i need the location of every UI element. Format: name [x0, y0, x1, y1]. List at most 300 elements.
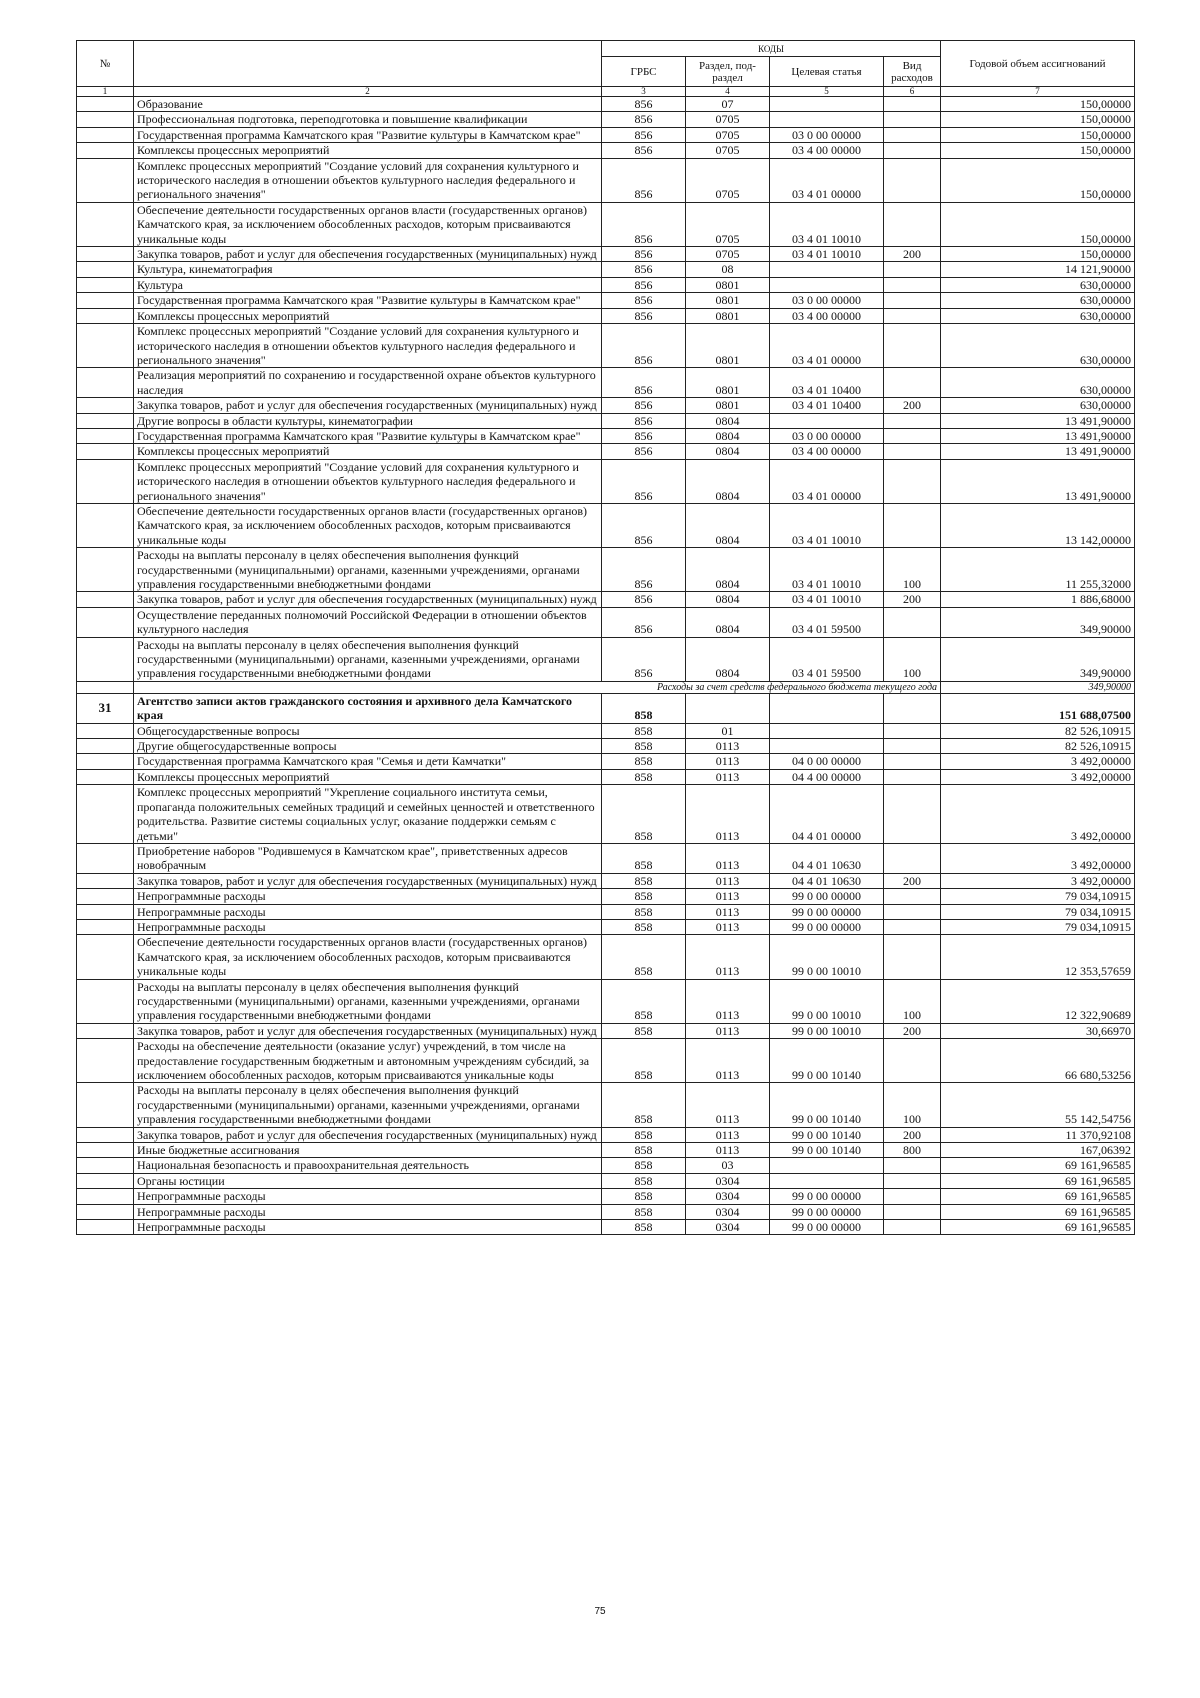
row-target [770, 277, 884, 292]
row-exptype [884, 1220, 941, 1235]
row-section: 0705 [686, 202, 770, 246]
row-exptype: 100 [884, 979, 941, 1023]
row-num [77, 1083, 134, 1127]
row-num [77, 935, 134, 979]
row-grbs: 856 [602, 444, 686, 459]
row-num [77, 843, 134, 873]
row-num [77, 293, 134, 308]
table-row [77, 723, 1135, 738]
row-section: 0804 [686, 548, 770, 592]
header-annual: Годовой объем ассигнований [941, 41, 1135, 87]
row-section: 0804 [686, 637, 770, 681]
row-exptype [884, 262, 941, 277]
row-amount: 349,90000 [941, 681, 1135, 693]
row-num [77, 1127, 134, 1142]
row-num [77, 277, 134, 292]
row-num [77, 398, 134, 413]
row-num [77, 1023, 134, 1038]
row-amount: 82 526,10915 [941, 739, 1135, 754]
row-section: 0705 [686, 127, 770, 142]
row-amount: 630,00000 [941, 368, 1135, 398]
row-num [77, 889, 134, 904]
row-exptype [884, 693, 941, 723]
row-target: 99 0 00 00000 [770, 889, 884, 904]
row-section: 0113 [686, 889, 770, 904]
colnum-4: 4 [686, 87, 770, 97]
table-row [77, 843, 1135, 873]
row-target: 99 0 00 10140 [770, 1143, 884, 1158]
table-row [77, 308, 1135, 323]
row-exptype [884, 143, 941, 158]
row-section: 0705 [686, 143, 770, 158]
row-grbs: 856 [602, 548, 686, 592]
table-row [77, 398, 1135, 413]
row-amount: 11 370,92108 [941, 1127, 1135, 1142]
row-section: 03 [686, 1158, 770, 1173]
table-row [77, 607, 1135, 637]
row-grbs: 858 [602, 1127, 686, 1142]
row-num [77, 681, 134, 693]
row-amount: 30,66970 [941, 1023, 1135, 1038]
row-amount: 13 491,90000 [941, 413, 1135, 428]
table-row [77, 1023, 1135, 1038]
table-row [77, 1173, 1135, 1188]
row-amount: 150,00000 [941, 112, 1135, 127]
row-name: Расходы за счет средств федерального бюджета текущего года [134, 681, 941, 693]
row-num [77, 1220, 134, 1235]
row-section: 0113 [686, 843, 770, 873]
row-amount: 13 491,90000 [941, 459, 1135, 503]
table-row [77, 904, 1135, 919]
table-row [77, 1039, 1135, 1083]
row-num [77, 308, 134, 323]
row-target [770, 413, 884, 428]
row-section: 07 [686, 97, 770, 112]
row-grbs: 856 [602, 158, 686, 202]
row-grbs: 858 [602, 873, 686, 888]
table-row [77, 739, 1135, 754]
row-grbs: 858 [602, 1204, 686, 1219]
row-exptype [884, 308, 941, 323]
row-name: Комплексы процессных мероприятий [134, 444, 602, 459]
row-section: 0113 [686, 1083, 770, 1127]
row-exptype [884, 97, 941, 112]
row-amount: 79 034,10915 [941, 904, 1135, 919]
row-section: 0304 [686, 1204, 770, 1219]
row-name: Закупка товаров, работ и услуг для обеспечения государственных (муниципальных) нужд [134, 873, 602, 888]
row-section: 0804 [686, 503, 770, 547]
row-section: 0304 [686, 1173, 770, 1188]
row-grbs: 858 [602, 919, 686, 934]
row-grbs: 858 [602, 723, 686, 738]
row-num [77, 324, 134, 368]
row-num [77, 637, 134, 681]
row-name: Другие общегосударственные вопросы [134, 739, 602, 754]
table-row [77, 1204, 1135, 1219]
row-num [77, 769, 134, 784]
row-exptype [884, 503, 941, 547]
row-target: 99 0 00 00000 [770, 919, 884, 934]
row-exptype [884, 158, 941, 202]
row-num [77, 368, 134, 398]
row-name: Закупка товаров, работ и услуг для обеспечения государственных (муниципальных) нужд [134, 1023, 602, 1038]
header-section: Раздел, под-раздел [686, 57, 770, 87]
row-name: Закупка товаров, работ и услуг для обеспечения государственных (муниципальных) нужд [134, 592, 602, 607]
colnum-6: 6 [884, 87, 941, 97]
row-grbs: 858 [602, 1158, 686, 1173]
row-exptype: 200 [884, 398, 941, 413]
row-grbs: 856 [602, 637, 686, 681]
row-exptype: 200 [884, 247, 941, 262]
row-grbs: 856 [602, 324, 686, 368]
row-section: 0801 [686, 277, 770, 292]
row-target [770, 693, 884, 723]
row-amount: 3 492,00000 [941, 785, 1135, 844]
colnum-5: 5 [770, 87, 884, 97]
row-target: 99 0 00 00000 [770, 1220, 884, 1235]
note-row [77, 681, 1135, 693]
row-grbs: 856 [602, 143, 686, 158]
row-exptype [884, 1189, 941, 1204]
row-num [77, 904, 134, 919]
table-row [77, 324, 1135, 368]
row-target [770, 739, 884, 754]
row-name: Расходы на выплаты персоналу в целях обеспечения выполнения функций государственными (муниципальными) органами, казенными учреждениями, органами управления государственными внебюджетными фондами [134, 548, 602, 592]
row-exptype [884, 459, 941, 503]
row-grbs: 858 [602, 739, 686, 754]
row-num [77, 262, 134, 277]
row-num [77, 739, 134, 754]
row-exptype: 100 [884, 637, 941, 681]
table-row [77, 97, 1135, 112]
row-target: 99 0 00 10010 [770, 979, 884, 1023]
row-grbs: 858 [602, 1173, 686, 1188]
row-target: 03 4 01 10010 [770, 247, 884, 262]
row-num [77, 919, 134, 934]
row-exptype: 100 [884, 548, 941, 592]
row-grbs: 858 [602, 904, 686, 919]
row-name: Образование [134, 97, 602, 112]
row-section: 0801 [686, 398, 770, 413]
row-num [77, 428, 134, 443]
row-section: 0113 [686, 979, 770, 1023]
row-target: 03 4 00 00000 [770, 143, 884, 158]
budget-table [76, 40, 1135, 1235]
row-name: Комплексы процессных мероприятий [134, 769, 602, 784]
row-target: 03 4 01 10400 [770, 398, 884, 413]
row-exptype [884, 739, 941, 754]
row-exptype [884, 444, 941, 459]
row-name: Органы юстиции [134, 1173, 602, 1188]
row-target: 03 4 01 10400 [770, 368, 884, 398]
row-grbs: 856 [602, 262, 686, 277]
header-num: № [77, 41, 134, 87]
table-row [77, 368, 1135, 398]
table-row [77, 459, 1135, 503]
row-name: Непрограммные расходы [134, 1189, 602, 1204]
row-name: Комплекс процессных мероприятий "Создание условий для сохранения культурного и исторического наследия в отношении объектов культурного наследия федерального и регионального значения" [134, 459, 602, 503]
row-grbs: 856 [602, 503, 686, 547]
table-row [77, 202, 1135, 246]
row-exptype [884, 428, 941, 443]
row-section: 0804 [686, 413, 770, 428]
row-num [77, 548, 134, 592]
row-target: 99 0 00 00000 [770, 1189, 884, 1204]
row-target: 03 4 01 00000 [770, 459, 884, 503]
row-target: 99 0 00 10010 [770, 935, 884, 979]
table-row [77, 503, 1135, 547]
row-num [77, 979, 134, 1023]
row-grbs: 856 [602, 308, 686, 323]
row-section: 0705 [686, 112, 770, 127]
row-grbs: 858 [602, 754, 686, 769]
row-grbs: 858 [602, 843, 686, 873]
row-exptype [884, 277, 941, 292]
row-name: Расходы на обеспечение деятельности (оказание услуг) учреждений, в том числе на предоставление государственным бюджетным и автономным учреждениям субсидий, за исключением обособленных расходов, которым присваиваются уникальные коды [134, 1039, 602, 1083]
row-grbs: 858 [602, 769, 686, 784]
row-num [77, 459, 134, 503]
row-amount: 150,00000 [941, 127, 1135, 142]
row-grbs: 856 [602, 607, 686, 637]
row-name: Закупка товаров, работ и услуг для обеспечения государственных (муниципальных) нужд [134, 1127, 602, 1142]
row-name: Комплекс процессных мероприятий "Укрепление социального института семьи, пропаганда положительных семейных традиций и семейных ценностей и ответственного родительства. Развитие системы социальных услуг, оказание поддержки семьям с детьми" [134, 785, 602, 844]
row-target [770, 1158, 884, 1173]
row-exptype [884, 127, 941, 142]
row-section: 0113 [686, 904, 770, 919]
row-section: 0801 [686, 293, 770, 308]
row-num [77, 127, 134, 142]
row-amount: 630,00000 [941, 398, 1135, 413]
row-name: Непрограммные расходы [134, 919, 602, 934]
row-name: Непрограммные расходы [134, 1204, 602, 1219]
row-exptype [884, 889, 941, 904]
row-grbs: 858 [602, 1143, 686, 1158]
row-target [770, 1173, 884, 1188]
row-amount: 630,00000 [941, 324, 1135, 368]
row-exptype [884, 293, 941, 308]
row-grbs: 856 [602, 277, 686, 292]
row-exptype: 800 [884, 1143, 941, 1158]
table-row [77, 277, 1135, 292]
row-amount: 630,00000 [941, 308, 1135, 323]
row-section: 0804 [686, 607, 770, 637]
row-target: 03 4 01 10010 [770, 548, 884, 592]
row-amount: 69 161,96585 [941, 1158, 1135, 1173]
row-num [77, 143, 134, 158]
colnum-3: 3 [602, 87, 686, 97]
row-exptype: 200 [884, 592, 941, 607]
row-exptype [884, 785, 941, 844]
table-row [77, 262, 1135, 277]
page-number: 75 [594, 1606, 606, 1617]
row-name: Комплексы процессных мероприятий [134, 308, 602, 323]
row-section: 0804 [686, 592, 770, 607]
row-exptype [884, 1173, 941, 1188]
table-row [77, 1189, 1135, 1204]
row-name: Расходы на выплаты персоналу в целях обеспечения выполнения функций государственными (муниципальными) органами, казенными учреждениями, органами управления государственными внебюджетными фондами [134, 1083, 602, 1127]
row-amount: 69 161,96585 [941, 1189, 1135, 1204]
row-name: Непрограммные расходы [134, 904, 602, 919]
row-amount: 150,00000 [941, 143, 1135, 158]
row-exptype [884, 935, 941, 979]
row-grbs: 856 [602, 97, 686, 112]
row-section: 0113 [686, 754, 770, 769]
row-name: Приобретение наборов "Родившемуся в Камчатском крае", приветственных адресов новобрачным [134, 843, 602, 873]
table-row [77, 873, 1135, 888]
row-section: 0113 [686, 1023, 770, 1038]
table-row [77, 413, 1135, 428]
row-exptype [884, 1039, 941, 1083]
row-num [77, 503, 134, 547]
row-target: 04 4 01 00000 [770, 785, 884, 844]
row-grbs: 856 [602, 413, 686, 428]
row-name: Непрограммные расходы [134, 889, 602, 904]
row-section: 0113 [686, 935, 770, 979]
row-grbs: 858 [602, 785, 686, 844]
table-row [77, 592, 1135, 607]
row-exptype [884, 202, 941, 246]
row-section [686, 693, 770, 723]
table-row [77, 754, 1135, 769]
row-section: 0113 [686, 919, 770, 934]
row-section: 0113 [686, 873, 770, 888]
row-amount: 69 161,96585 [941, 1204, 1135, 1219]
row-amount: 69 161,96585 [941, 1220, 1135, 1235]
row-num [77, 97, 134, 112]
table-row [77, 1127, 1135, 1142]
row-amount: 150,00000 [941, 247, 1135, 262]
row-name: Культура, кинематография [134, 262, 602, 277]
row-section: 0804 [686, 459, 770, 503]
row-name: Культура [134, 277, 602, 292]
row-amount: 349,90000 [941, 637, 1135, 681]
header-name [134, 41, 602, 87]
row-target: 03 4 01 10010 [770, 202, 884, 246]
row-grbs: 858 [602, 693, 686, 723]
row-exptype: 200 [884, 1127, 941, 1142]
row-num [77, 112, 134, 127]
row-amount: 82 526,10915 [941, 723, 1135, 738]
row-section: 0804 [686, 444, 770, 459]
table-row [77, 1083, 1135, 1127]
row-exptype: 200 [884, 1023, 941, 1038]
row-amount: 3 492,00000 [941, 754, 1135, 769]
row-amount: 14 121,90000 [941, 262, 1135, 277]
row-amount: 150,00000 [941, 158, 1135, 202]
header-grbs: ГРБС [602, 57, 686, 87]
row-target: 03 4 00 00000 [770, 308, 884, 323]
colnum-2: 2 [134, 87, 602, 97]
row-num [77, 158, 134, 202]
row-num [77, 1158, 134, 1173]
row-target: 03 4 00 00000 [770, 444, 884, 459]
row-section: 0113 [686, 1143, 770, 1158]
row-grbs: 858 [602, 935, 686, 979]
row-exptype: 200 [884, 873, 941, 888]
row-target: 03 4 01 00000 [770, 158, 884, 202]
row-num [77, 754, 134, 769]
row-num [77, 1189, 134, 1204]
row-amount: 69 161,96585 [941, 1173, 1135, 1188]
row-target: 99 0 00 10140 [770, 1039, 884, 1083]
colnum-1: 1 [77, 87, 134, 97]
row-grbs: 856 [602, 368, 686, 398]
row-amount: 630,00000 [941, 277, 1135, 292]
row-amount: 12 322,90689 [941, 979, 1135, 1023]
row-exptype [884, 368, 941, 398]
row-name: Комплекс процессных мероприятий "Создание условий для сохранения культурного и исторического наследия в отношении объектов культурного наследия федерального и регионального значения" [134, 324, 602, 368]
row-exptype [884, 1158, 941, 1173]
table-row [77, 548, 1135, 592]
row-name: Обеспечение деятельности государственных органов власти (государственных органов) Камчатского края, за исключением обособленных расходов, которым присваиваются уникальные коды [134, 935, 602, 979]
row-amount: 13 491,90000 [941, 428, 1135, 443]
row-exptype [884, 904, 941, 919]
row-grbs: 858 [602, 979, 686, 1023]
row-exptype [884, 843, 941, 873]
row-amount: 1 886,68000 [941, 592, 1135, 607]
row-target: 03 4 01 10010 [770, 503, 884, 547]
row-amount: 3 492,00000 [941, 843, 1135, 873]
table-row [77, 158, 1135, 202]
row-amount: 630,00000 [941, 293, 1135, 308]
row-target [770, 97, 884, 112]
row-target: 03 4 01 59500 [770, 637, 884, 681]
row-target [770, 112, 884, 127]
table-row [77, 444, 1135, 459]
row-num [77, 785, 134, 844]
row-name: Общегосударственные вопросы [134, 723, 602, 738]
row-amount: 151 688,07500 [941, 693, 1135, 723]
row-grbs: 858 [602, 1039, 686, 1083]
row-amount: 13 491,90000 [941, 444, 1135, 459]
row-target: 99 0 00 10140 [770, 1127, 884, 1142]
row-target: 99 0 00 10010 [770, 1023, 884, 1038]
row-name: Комплекс процессных мероприятий "Создание условий для сохранения культурного и исторического наследия в отношении объектов культурного наследия федерального и регионального значения" [134, 158, 602, 202]
row-num [77, 1143, 134, 1158]
row-name: Обеспечение деятельности государственных органов власти (государственных органов) Камчатского края, за исключением обособленных расходов, которым присваиваются уникальные коды [134, 202, 602, 246]
row-grbs: 856 [602, 428, 686, 443]
row-section: 0113 [686, 769, 770, 784]
row-name: Государственная программа Камчатского края "Семья и дети Камчатки" [134, 754, 602, 769]
row-exptype [884, 413, 941, 428]
row-section: 0113 [686, 739, 770, 754]
table-row [77, 693, 1135, 723]
row-target: 03 0 00 00000 [770, 127, 884, 142]
row-section: 0801 [686, 368, 770, 398]
table-row [77, 979, 1135, 1023]
row-amount: 12 353,57659 [941, 935, 1135, 979]
row-grbs: 856 [602, 127, 686, 142]
table-row [77, 637, 1135, 681]
row-grbs: 856 [602, 247, 686, 262]
colnum-7: 7 [941, 87, 1135, 97]
row-target: 04 4 00 00000 [770, 769, 884, 784]
table-row [77, 112, 1135, 127]
row-section: 0801 [686, 324, 770, 368]
table-row [77, 428, 1135, 443]
row-target: 04 4 01 10630 [770, 843, 884, 873]
row-target: 99 0 00 10140 [770, 1083, 884, 1127]
row-name: Профессиональная подготовка, переподготовка и повышение квалификации [134, 112, 602, 127]
row-amount: 3 492,00000 [941, 769, 1135, 784]
row-target: 99 0 00 00000 [770, 1204, 884, 1219]
table-row [77, 889, 1135, 904]
row-section: 0705 [686, 247, 770, 262]
row-exptype [884, 769, 941, 784]
row-name: Национальная безопасность и правоохранительная деятельность [134, 1158, 602, 1173]
header-codes: КОДЫ [602, 41, 941, 57]
row-amount: 13 142,00000 [941, 503, 1135, 547]
